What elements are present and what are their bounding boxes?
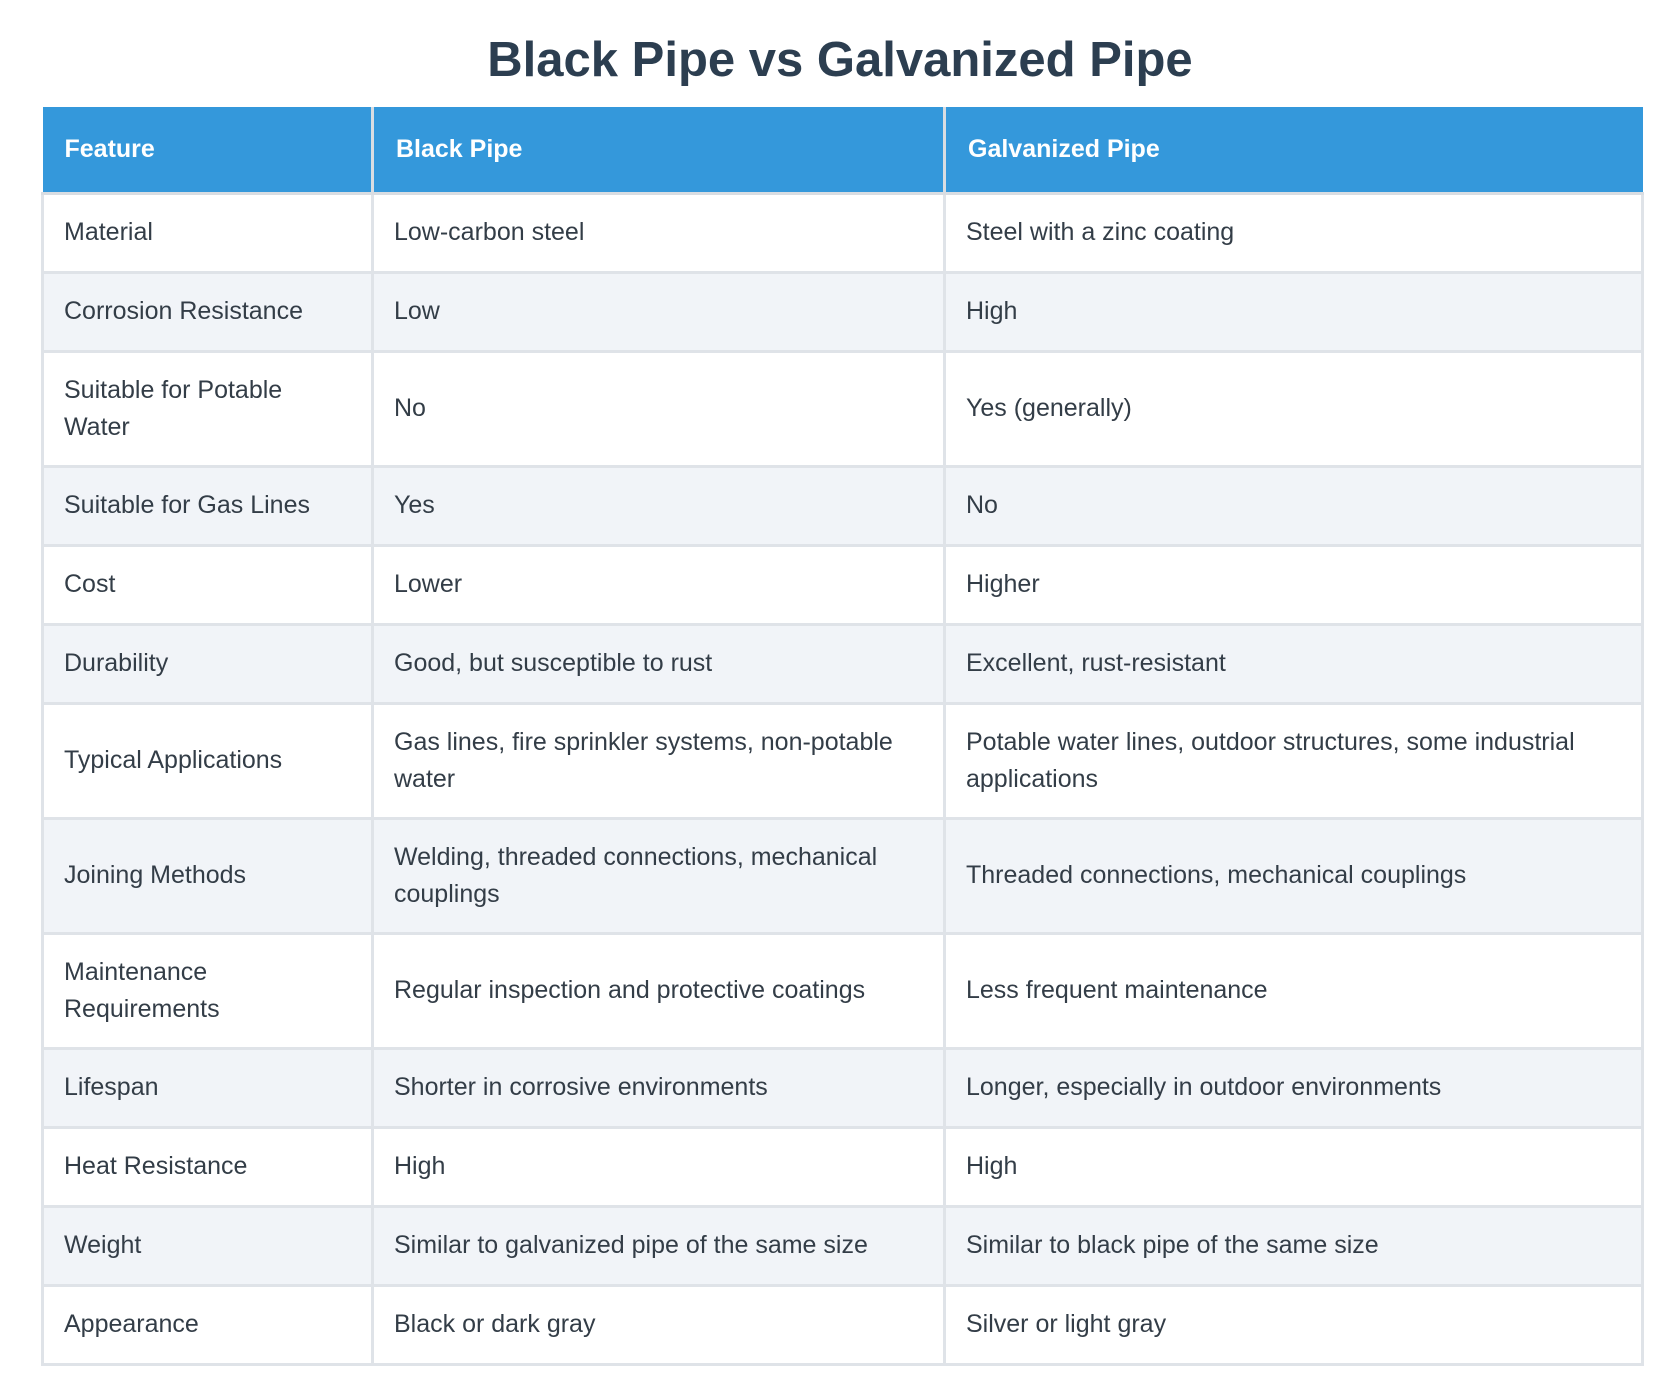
table-row [43,193,1643,272]
column-header-black-pipe: Black Pipe [373,107,945,193]
table-row [43,703,1643,818]
galvanized-pipe-cell: Threaded connections, mechanical couplings [945,818,1643,933]
black-pipe-cell: Regular inspection and protective coatings [373,933,945,1048]
feature-cell: Weight [43,1206,373,1285]
black-pipe-cell: Low-carbon steel [373,193,945,272]
table-row [43,545,1643,624]
table-row [43,351,1643,466]
galvanized-pipe-cell: Longer, especially in outdoor environments [945,1048,1643,1127]
feature-cell: Durability [43,624,373,703]
galvanized-pipe-cell: Less frequent maintenance [945,933,1643,1048]
black-pipe-cell: Gas lines, fire sprinkler systems, non-potable water [373,703,945,818]
black-pipe-cell: No [373,351,945,466]
feature-cell: Maintenance Requirements [43,933,373,1048]
feature-cell: Suitable for Potable Water [43,351,373,466]
table-header-row [43,107,1643,193]
galvanized-pipe-cell: High [945,272,1643,351]
table-row [43,818,1643,933]
feature-cell: Material [43,193,373,272]
black-pipe-cell: Low [373,272,945,351]
galvanized-pipe-cell: Potable water lines, outdoor structures, some industrial applications [945,703,1643,818]
galvanized-pipe-cell: No [945,466,1643,545]
black-pipe-cell: Similar to galvanized pipe of the same size [373,1206,945,1285]
table-row [43,624,1643,703]
galvanized-pipe-cell: Excellent, rust-resistant [945,624,1643,703]
feature-cell: Corrosion Resistance [43,272,373,351]
galvanized-pipe-cell: Higher [945,545,1643,624]
black-pipe-cell: Black or dark gray [373,1285,945,1364]
galvanized-pipe-cell: Silver or light gray [945,1285,1643,1364]
comparison-table [41,107,1644,1366]
feature-cell: Appearance [43,1285,373,1364]
black-pipe-cell: Lower [373,545,945,624]
feature-cell: Suitable for Gas Lines [43,466,373,545]
galvanized-pipe-cell: Steel with a zinc coating [945,193,1643,272]
table-row [43,1206,1643,1285]
black-pipe-cell: Good, but susceptible to rust [373,624,945,703]
table-row [43,1285,1643,1364]
table-row [43,1048,1643,1127]
black-pipe-cell: Yes [373,466,945,545]
column-header-galvanized-pipe: Galvanized Pipe [945,107,1643,193]
black-pipe-cell: Shorter in corrosive environments [373,1048,945,1127]
galvanized-pipe-cell: Yes (generally) [945,351,1643,466]
feature-cell: Typical Applications [43,703,373,818]
table-row [43,466,1643,545]
page-title: Black Pipe vs Galvanized Pipe [487,33,1193,87]
feature-cell: Lifespan [43,1048,373,1127]
feature-cell: Cost [43,545,373,624]
table-row [43,1127,1643,1206]
table-row [43,933,1643,1048]
column-header-feature: Feature [43,107,373,193]
galvanized-pipe-cell: Similar to black pipe of the same size [945,1206,1643,1285]
galvanized-pipe-cell: High [945,1127,1643,1206]
feature-cell: Heat Resistance [43,1127,373,1206]
feature-cell: Joining Methods [43,818,373,933]
black-pipe-cell: High [373,1127,945,1206]
table-row [43,272,1643,351]
black-pipe-cell: Welding, threaded connections, mechanical couplings [373,818,945,933]
